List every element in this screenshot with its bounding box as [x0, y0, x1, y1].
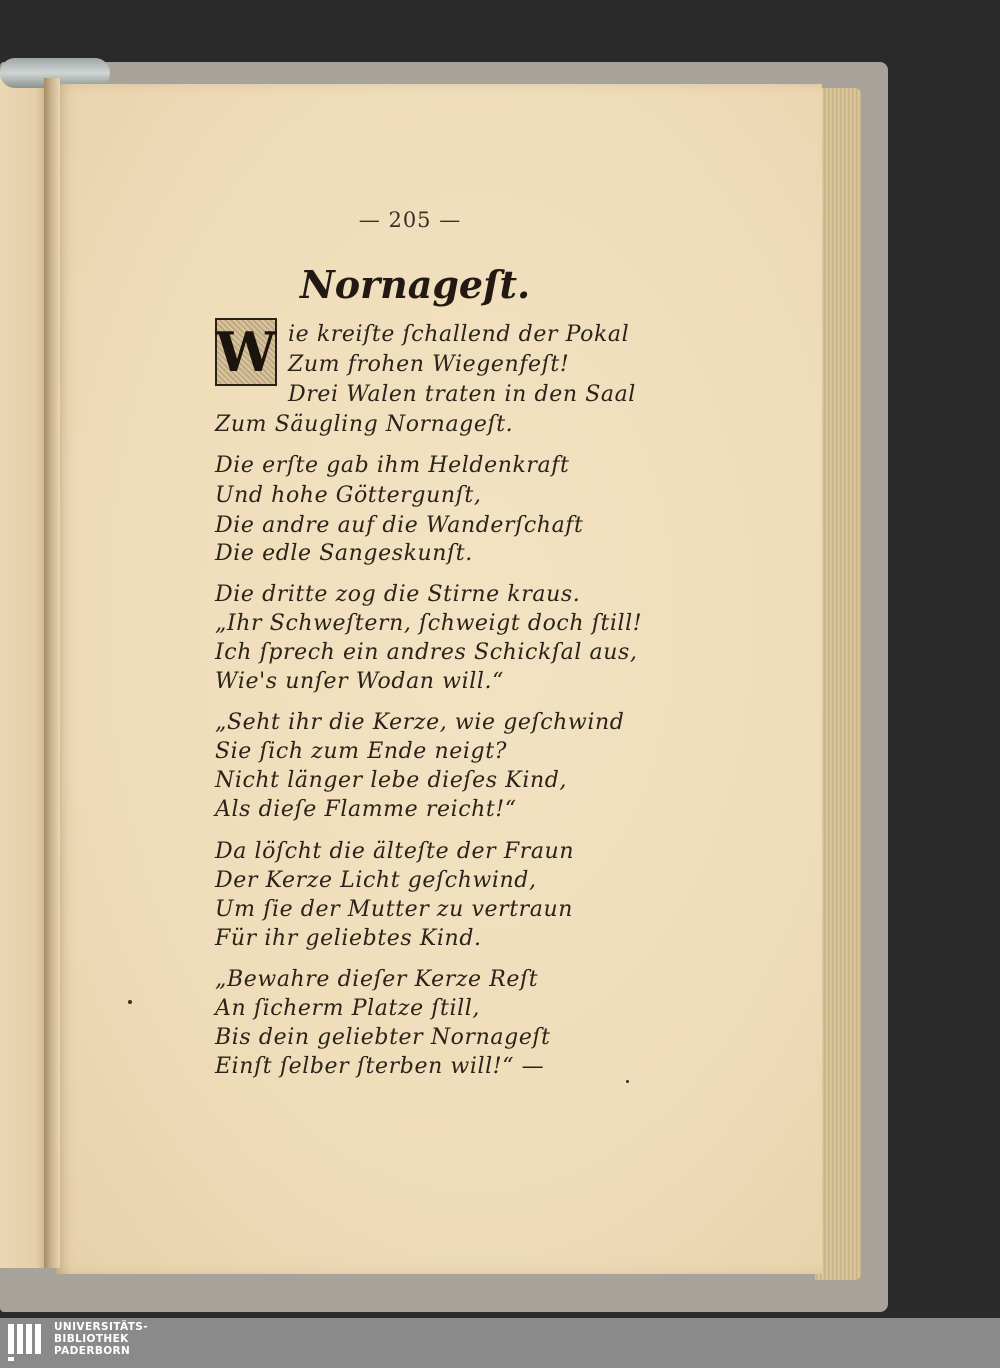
poem-title: Nornageſt. — [300, 262, 531, 307]
poem-line: „Ihr Schweſtern, ſchweigt doch ſtill! — [215, 611, 643, 636]
page-number: — 205 — — [358, 208, 462, 232]
library-footer-bar — [0, 1318, 1000, 1368]
logo-line: UNIVERSITÄTS- — [54, 1321, 149, 1333]
logo-line: BIBLIOTHEK — [54, 1333, 129, 1345]
poem-line: Zum frohen Wiegenfeſt! — [288, 352, 570, 377]
poem-line: Der Kerze Licht geſchwind, — [215, 868, 537, 893]
poem-line: Die erſte gab ihm Heldenkraft — [215, 453, 570, 478]
book-gutter — [44, 78, 60, 1268]
poem-line: Wie's unſer Wodan will.“ — [215, 669, 504, 694]
poem-line: An ſicherm Platze ſtill, — [215, 996, 480, 1021]
poem-line: Die edle Sangeskunſt. — [215, 541, 473, 566]
poem-line: „Bewahre dieſer Kerze Reſt — [215, 967, 539, 992]
logo-line: PADERBORN — [54, 1345, 131, 1357]
poem-line: Zum Säugling Nornageſt. — [215, 412, 514, 437]
paper-speck — [128, 1000, 132, 1004]
poem-line: Um ſie der Mutter zu vertraun — [215, 897, 574, 922]
poem-line: Die dritte zog die Stirne kraus. — [215, 582, 581, 607]
poem-line: Als dieſe Flamme reicht!“ — [215, 797, 517, 822]
poem-line: „Seht ihr die Kerze, wie geſchwind — [215, 710, 625, 735]
library-logo-text — [54, 1321, 148, 1357]
poem-line: Die andre auf die Wanderſchaft — [215, 513, 584, 538]
poem-line: Sie ſich zum Ende neigt? — [215, 739, 508, 764]
poem-line: Bis dein geliebter Nornageſt — [215, 1025, 551, 1050]
poem-line: Drei Walen traten in den Saal — [288, 382, 636, 407]
poem-line: ie kreiſte ſchallend der Pokal — [288, 322, 630, 347]
poem-line: Einſt ſelber ſterben will!“ — — [215, 1054, 545, 1079]
poem-line: Ich ſprech ein andres Schickſal aus, — [215, 640, 638, 665]
poem-line: Nicht länger lebe dieſes Kind, — [215, 768, 567, 793]
poem-line: Und hohe Göttergunſt, — [215, 483, 482, 508]
paper-speck — [626, 1080, 629, 1083]
drop-cap: W — [215, 320, 277, 384]
poem-line: Für ihr geliebtes Kind. — [215, 926, 482, 951]
poem-line: Da löſcht die älteſte der Fraun — [215, 839, 575, 864]
library-logo-icon — [6, 1322, 46, 1362]
